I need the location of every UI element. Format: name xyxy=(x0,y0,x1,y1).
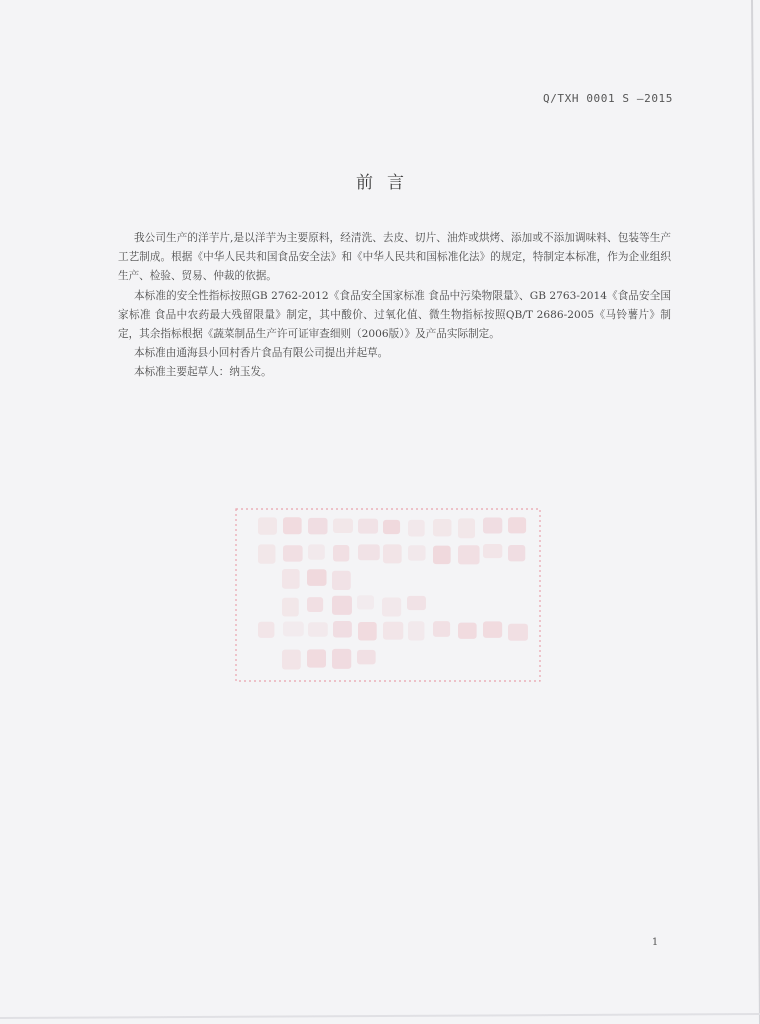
stamp-glyph xyxy=(357,595,374,609)
stamp-glyph xyxy=(408,545,426,560)
page-title: 前言 xyxy=(356,173,418,193)
stamp-glyph xyxy=(283,621,304,636)
stamp-glyph xyxy=(358,519,378,534)
stamp-glyph xyxy=(307,649,326,667)
stamp-glyph xyxy=(283,517,302,534)
page-number: 1 xyxy=(651,937,659,948)
stamp-glyph xyxy=(458,623,477,639)
stamp-glyph xyxy=(383,622,403,640)
stamp-glyph xyxy=(332,571,351,590)
stamp-glyph xyxy=(383,520,400,534)
stamp-glyph xyxy=(333,545,349,561)
stamp-glyph xyxy=(433,621,450,637)
stamp-glyph xyxy=(258,544,275,563)
stamp-glyph xyxy=(282,569,300,589)
stamp-glyph xyxy=(308,518,328,534)
stamp-glyph xyxy=(483,544,502,558)
stamp-glyph xyxy=(458,518,475,538)
paragraph-drafter: 本标准主要起草人：纳玉发。 xyxy=(134,366,272,379)
stamp-glyph xyxy=(357,650,376,664)
stamp-glyph xyxy=(358,544,380,560)
stamp-glyph xyxy=(332,596,352,615)
paragraph-scope: 我公司生产的洋芋片,是以洋芋为主要原料，经清洗、去皮、切片、油炸或烘烤、添加或不添加调味料、包装等生产工艺制成。根据《中华人民共和国食品安全法》和《中华人民共和国标准化法》的规定，特制定本标准，作为企业组织生产、检验、贸易、仲裁的依据。 xyxy=(118,232,671,283)
stamp-glyph xyxy=(332,649,351,669)
document-code: Q/TXH 0001 S —2015 xyxy=(542,92,673,105)
stamp-glyph xyxy=(307,569,327,586)
stamp-glyph xyxy=(307,597,323,612)
stamp-glyph xyxy=(458,545,480,564)
stamp-glyph xyxy=(408,520,425,537)
stamp-glyph xyxy=(407,596,426,610)
stamp-glyph xyxy=(282,598,299,617)
stamp-border xyxy=(236,509,540,681)
stamp-glyph xyxy=(483,517,502,533)
preface-body xyxy=(118,229,671,383)
stamp-glyph xyxy=(358,622,377,640)
stamp-glyph xyxy=(408,621,424,640)
stamp-glyph xyxy=(433,546,451,565)
stamp-glyph xyxy=(382,598,401,617)
paragraph-safety-indicators: 本标准的安全性指标按照GB 2762-2012《食品安全国家标准 食品中污染物限量》、GB 2763-2014《食品安全国家标准 食品中农药最大残留限量》制定，其中酸价、过氧化值、微生物指标按照QB/T 2686-2005《马铃薯片》制定，其余指标根据《蔬菜制品生产许可证审查细则（2006版）》及产品实际制定。 xyxy=(118,289,671,341)
stamp-glyph xyxy=(283,545,303,561)
stamp-glyph xyxy=(258,622,274,638)
paragraph-proposer: 本标准由通海县小回村香片食品有限公司提出并起草。 xyxy=(134,347,389,360)
stamp-glyph xyxy=(308,622,328,637)
stamp-glyph xyxy=(483,621,502,638)
stamp-glyph xyxy=(333,518,353,532)
stamp-glyph xyxy=(308,544,325,559)
stamp-glyph xyxy=(508,517,526,533)
stamp-glyph xyxy=(258,517,277,534)
faded-approval-stamp xyxy=(232,505,544,685)
stamp-glyph xyxy=(508,545,525,561)
stamp-glyph xyxy=(508,624,528,641)
stamp-glyph xyxy=(433,519,452,536)
stamp-glyph xyxy=(333,621,352,637)
stamp-marks xyxy=(232,505,544,685)
stamp-glyph xyxy=(383,544,402,563)
stamp-glyph xyxy=(282,650,301,670)
